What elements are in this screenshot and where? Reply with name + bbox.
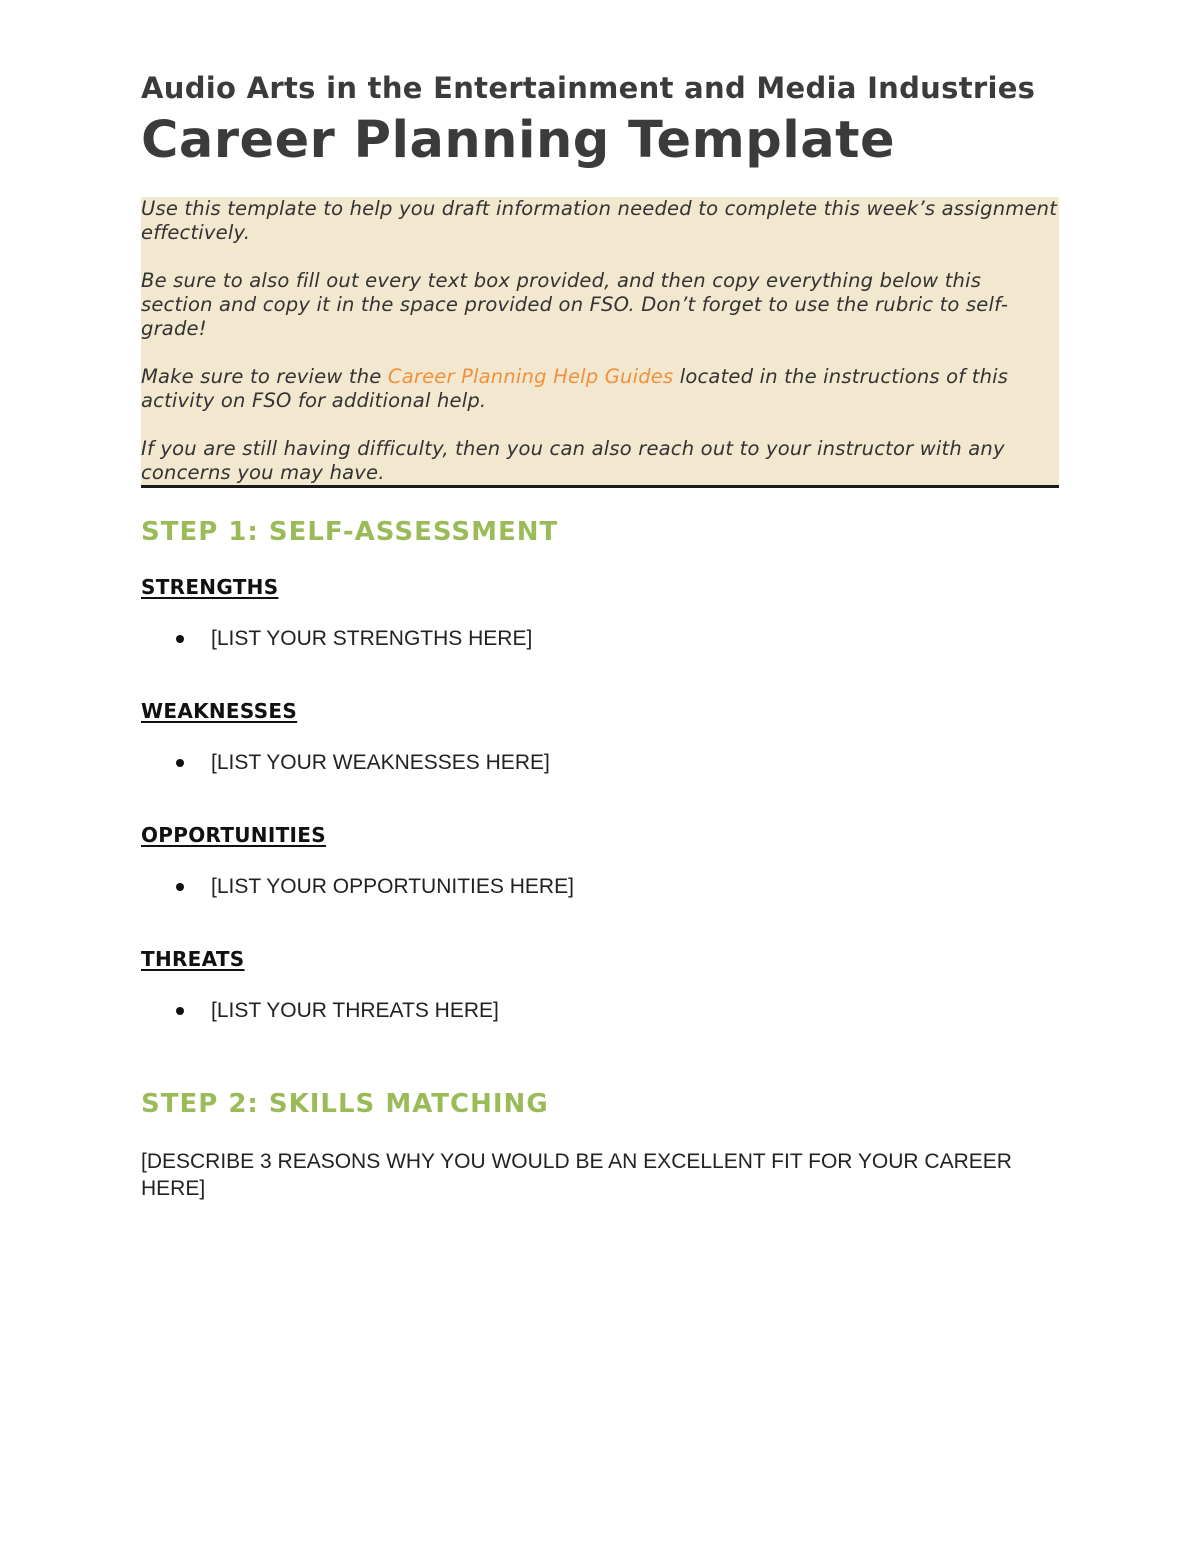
list-item[interactable]	[141, 750, 1059, 776]
document-page	[141, 70, 1059, 1202]
opportunities-placeholder: [LIST YOUR OPPORTUNITIES HERE]	[211, 875, 574, 898]
step-2-heading: STEP 2: SKILLS MATCHING	[141, 1089, 549, 1119]
instructions-text: Make sure to review the	[141, 365, 388, 388]
bullet-icon	[176, 1007, 184, 1015]
weaknesses-heading: WEAKNESSES	[141, 699, 298, 723]
instructions-paragraph-3	[141, 365, 1059, 413]
weaknesses-placeholder: [LIST YOUR WEAKNESSES HERE]	[211, 751, 550, 774]
document-title: Career Planning Template	[141, 111, 896, 170]
weaknesses-list	[141, 750, 1059, 776]
instructions-box	[141, 197, 1059, 488]
career-planning-help-guides-link[interactable]: Career Planning Help Guides	[387, 365, 674, 388]
list-item[interactable]	[141, 626, 1059, 652]
opportunities-heading: OPPORTUNITIES	[141, 823, 326, 847]
course-title: Audio Arts in the Entertainment and Media Industries	[141, 71, 1036, 105]
bullet-icon	[176, 759, 184, 767]
strengths-list	[141, 626, 1059, 652]
list-item[interactable]	[141, 874, 1059, 900]
bullet-icon	[176, 883, 184, 891]
threats-heading: THREATS	[141, 947, 245, 971]
strengths-heading: STRENGTHS	[141, 575, 279, 599]
strengths-placeholder: [LIST YOUR STRENGTHS HERE]	[211, 627, 533, 650]
opportunities-list	[141, 874, 1059, 900]
threats-list	[141, 998, 1059, 1024]
instructions-paragraph-2: Be sure to also fill out every text box provided, and then copy everything below this section and copy it in the space provided on FSO. Don’t forget to use the rubric to self-grade!	[141, 269, 1009, 340]
threats-placeholder: [LIST YOUR THREATS HERE]	[211, 999, 499, 1022]
instructions-paragraph-4: If you are still having difficulty, then you can also reach out to your instructor with any concerns you may have.	[141, 437, 1005, 484]
step-1-heading: STEP 1: SELF-ASSESSMENT	[141, 517, 559, 547]
list-item[interactable]	[141, 998, 1059, 1024]
instructions-paragraph-1: Use this template to help you draft information needed to complete this week’s assignment effectively.	[141, 197, 1058, 244]
skills-matching-placeholder[interactable]: [DESCRIBE 3 REASONS WHY YOU WOULD BE AN EXCELLENT FIT FOR YOUR CAREER HERE]	[141, 1150, 1012, 1200]
instructions-text: located in the instructions of this activity on FSO for additional help.	[141, 365, 1009, 412]
bullet-icon	[176, 635, 184, 643]
